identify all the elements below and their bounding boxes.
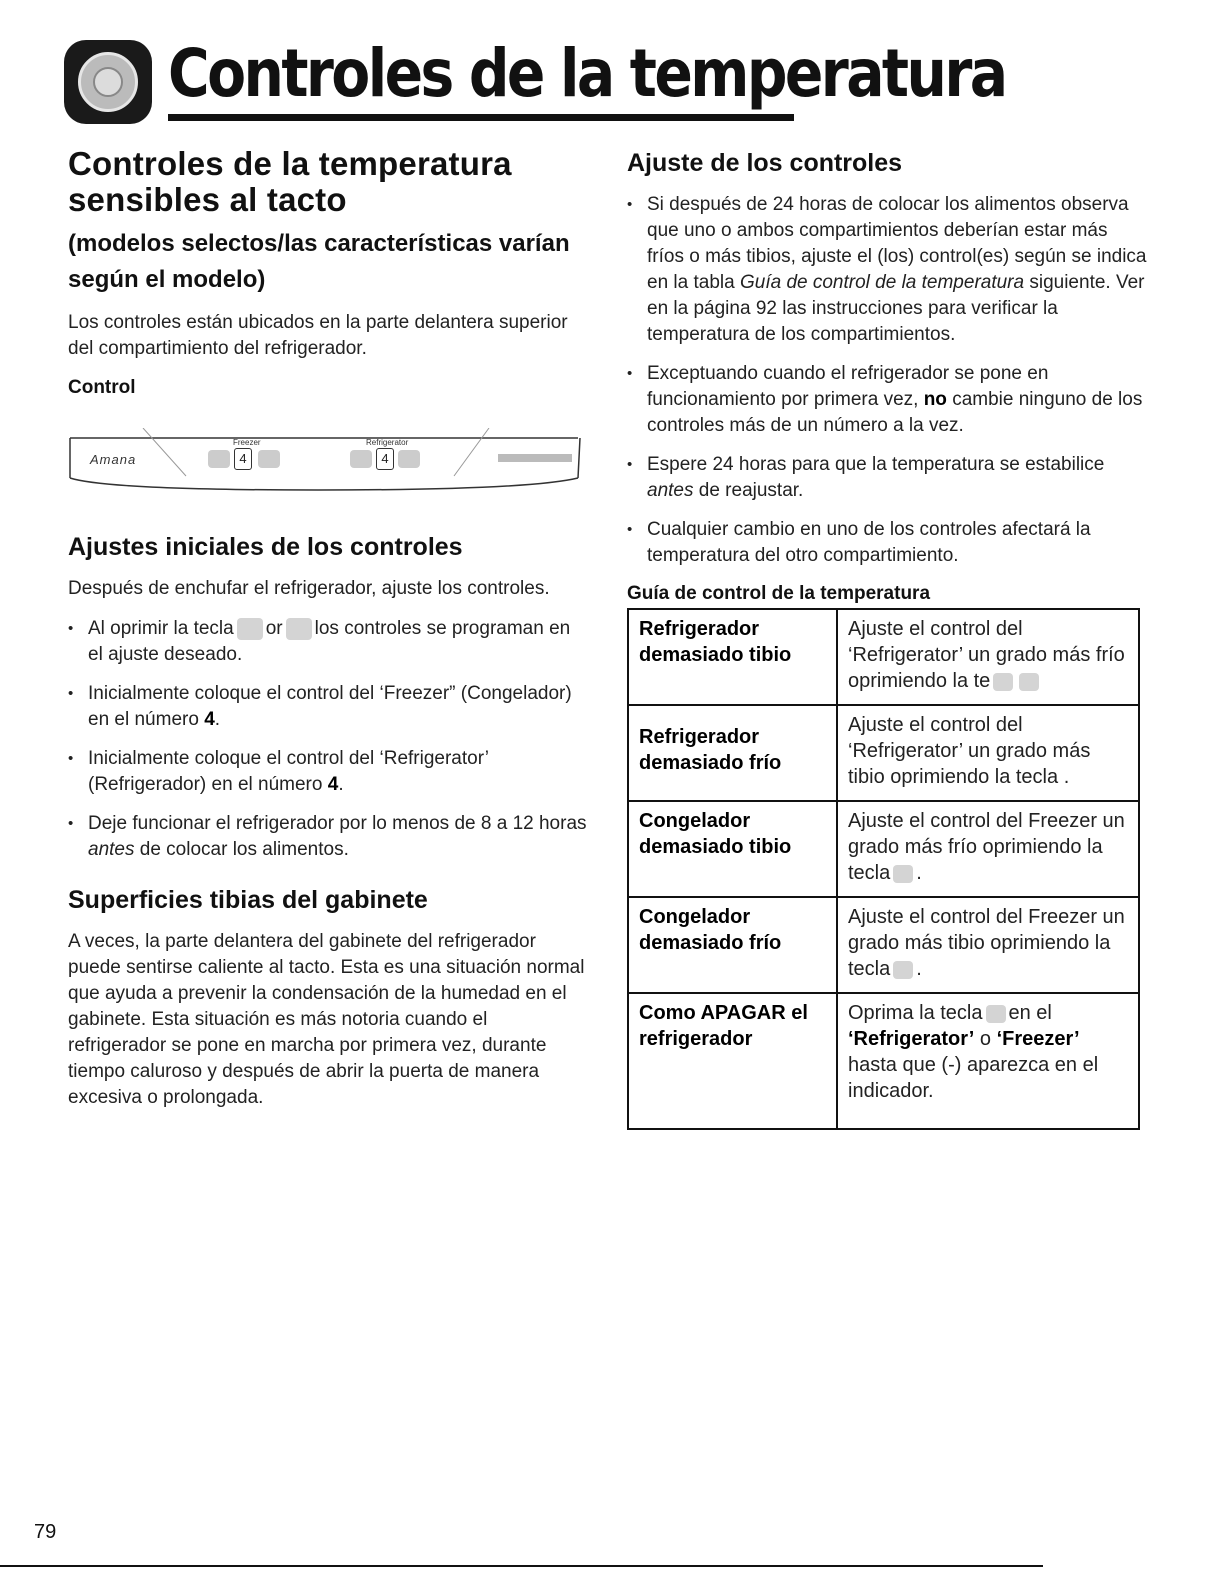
- refrigerator-display: 4: [376, 448, 394, 470]
- adjust-controls-heading: Ajuste de los controles: [627, 149, 903, 177]
- table-row: Congelador demasiado tibio Ajuste el control del Freezer un grado más frío oprimiendo la tecla .: [628, 801, 1139, 897]
- warmer-key-icon: [237, 618, 263, 640]
- title-underline: [168, 114, 794, 121]
- section-subheading-models: (modelos selectos/las características varían según el modelo): [68, 230, 570, 293]
- initial-settings-intro: Después de enchufar el refrigerador, ajuste los controles.: [68, 578, 550, 599]
- list-item: • Inicialmente coloque el control del ‘Freezer” (Congelador) en el número 4.: [68, 681, 588, 733]
- list-item: • Deje funcionar el refrigerador por lo menos de 8 a 12 horas antes de colocar los alimentos.: [68, 811, 588, 863]
- table-row: Refrigerador demasiado tibio Ajuste el control del ‘Refrigerator’ un grado más frío oprimiendo la te: [628, 609, 1139, 705]
- warmer-key-icon: [986, 1005, 1006, 1023]
- colder-key-icon: [286, 618, 312, 640]
- list-item: • Al oprimir la tecla or los controles se programan en el ajuste deseado.: [68, 616, 588, 668]
- control-label: Control: [68, 377, 136, 398]
- colder-key-icon: [893, 865, 913, 883]
- page-title: Controles de la temperatura: [168, 35, 1006, 112]
- adjust-controls-list: [627, 192, 1147, 569]
- freezer-panel-label: Freezer: [233, 438, 261, 447]
- intro-paragraph: Los controles están ubicados en la parte delantera superior del compartimiento del refrigerador.: [68, 312, 568, 359]
- page-number: 79: [34, 1521, 57, 1543]
- right-column: [627, 148, 1147, 1130]
- footer-rule: [0, 1565, 1043, 1567]
- list-item: • Exceptuando cuando el refrigerador se pone en funcionamiento por primera vez, no cambie ninguno de los controles más de un número a la vez.: [627, 361, 1147, 439]
- list-item: • Espere 24 horas para que la temperatura se estabilice antes de reajustar.: [627, 452, 1147, 504]
- left-column: [68, 146, 588, 1111]
- warm-surfaces-paragraph: A veces, la parte delantera del gabinete del refrigerador puede sentirse caliente al tacto. Esta es una situación normal que ayuda a prevenir la condensación de la humedad en el gabinete. Esta situación es más notoria cuando el refrigerador se pone en marcha por primera vez, durante tiempo caluroso y después de abrir la puerta de manera excesiva o prolongada.: [68, 931, 585, 1108]
- warm-surfaces-heading: Superficies tibias del gabinete: [68, 886, 428, 914]
- freezer-display: 4: [234, 448, 252, 470]
- table-row: Congelador demasiado frío Ajuste el control del Freezer un grado más tibio oprimiendo la tecla .: [628, 897, 1139, 993]
- table-row: Como APAGAR el refrigerador Oprima la tecla en el ‘Refrigerator’ o ‘Freezer’ hasta que (-) aparezca en el indicador.: [628, 993, 1139, 1129]
- warmer-key-icon: [893, 961, 913, 979]
- list-item: • Inicialmente coloque el control del ‘Refrigerator’ (Refrigerador) en el número 4.: [68, 746, 588, 798]
- thermostat-dial-icon: [64, 40, 152, 124]
- guide-title: Guía de control de la temperatura: [627, 583, 931, 604]
- refrigerator-panel-label: Refrigerator: [366, 438, 409, 447]
- amana-logo: Amana: [90, 452, 137, 467]
- page-header: [64, 30, 1006, 125]
- initial-settings-list: [68, 616, 588, 863]
- list-item: • Cualquier cambio en uno de los controles afectará la temperatura del otro compartimiento.: [627, 517, 1147, 569]
- section-heading-touch-controls: Controles de la temperatura sensibles al tacto: [68, 145, 512, 218]
- colder-key-icon: [993, 673, 1013, 691]
- list-item: • Si después de 24 horas de colocar los alimentos observa que uno o ambos compartimientos deberían estar más fríos o más tibios, ajuste el (los) control(es) según se indica en la tabla Guía de control de la temperatura siguiente. Ver en la página 92 las instrucciones para verificar la temperatura de los compartimientos.: [627, 192, 1147, 348]
- table-row: Refrigerador demasiado frío Ajuste el control del ‘Refrigerator’ un grado más tibio oprimiendo la tecla .: [628, 705, 1139, 801]
- control-panel-illustration: [68, 428, 582, 494]
- initial-settings-heading: Ajustes iniciales de los controles: [68, 533, 463, 561]
- temperature-guide-table: [627, 608, 1140, 1130]
- warmer-key-icon: [1019, 673, 1039, 691]
